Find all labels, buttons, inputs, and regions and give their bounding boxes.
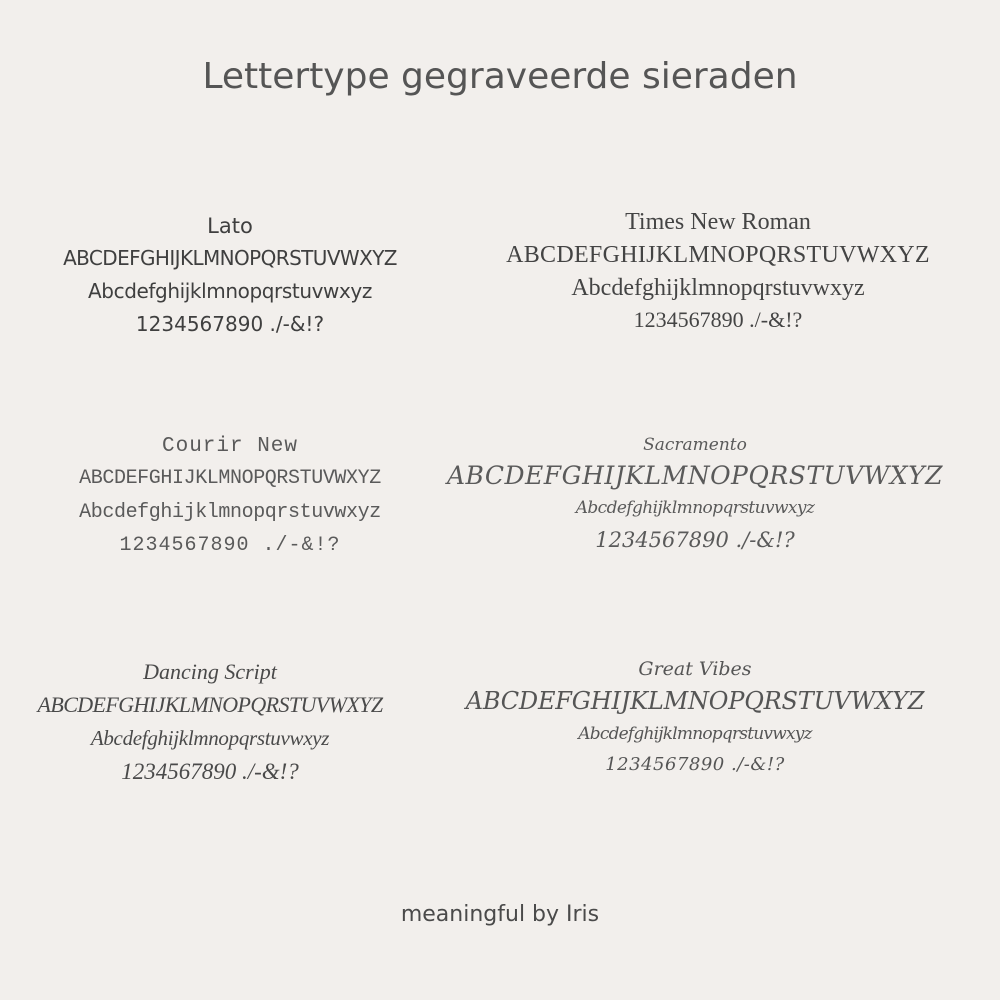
font-name: Lato <box>207 214 253 238</box>
page-title: Lettertype gegraveerde sieraden <box>202 56 798 97</box>
lowercase-sample: Abcdefghijklmnopqrstuvwxyz <box>90 726 330 750</box>
uppercase-sample: ABCDEFGHIJKLMNOPQRSTUVWXYZ <box>79 467 381 490</box>
numbers-sample: 1234567890 ./-&!? <box>633 307 803 332</box>
uppercase-sample: ABCDEFGHIJKLMNOPQRSTUVWXYZ <box>506 242 930 268</box>
uppercase-sample: ABCDEFGHIJKLMNOPQRSTUVWXYZ <box>465 687 925 715</box>
font-name: Dancing Script <box>143 659 277 684</box>
numbers-sample: 1234567890 ./-&!? <box>119 534 341 557</box>
font-name: Great Vibes <box>638 658 752 680</box>
uppercase-sample: ABCDEFGHIJKLMNOPQRSTUVWXYZ <box>37 692 383 717</box>
lowercase-sample: Abcdefghijklmnopqrstuvwxyz <box>79 501 381 524</box>
font-name: Sacramento <box>643 435 747 455</box>
font-sample-lato <box>10 210 450 341</box>
lowercase-sample: Abcdefghijklmnopqrstuvwxyz <box>571 275 865 301</box>
uppercase-sample: ABCDEFGHIJKLMNOPQRSTUVWXYZ <box>63 246 397 270</box>
numbers-sample: 1234567890 ./-&!? <box>605 754 785 775</box>
font-sample-sacramento <box>410 430 980 556</box>
font-sample-great-vibes <box>415 655 975 781</box>
uppercase-sample: ABCDEFGHIJKLMNOPQRSTUVWXYZ <box>446 461 943 490</box>
lowercase-sample: Abcdefghijklmnopqrstuvwxyz <box>575 498 815 518</box>
brand-footer: meaningful by Iris <box>400 902 600 927</box>
font-sample-courier-new <box>10 432 450 562</box>
font-name: Times New Roman <box>625 209 811 235</box>
font-sample-dancing-script <box>12 657 408 789</box>
lowercase-sample: Abcdefghijklmnopqrstuvwxyz <box>88 279 372 303</box>
font-sample-times-new-roman <box>480 206 956 336</box>
numbers-sample: 1234567890 ./-&!? <box>121 759 299 784</box>
font-name: Courir New <box>161 435 299 458</box>
numbers-sample: 1234567890 ./-&!? <box>595 528 795 552</box>
numbers-sample: 1234567890 ./-&!? <box>135 312 325 336</box>
lowercase-sample: Abcdefghijklmnopqrstuvwxyz <box>578 724 812 744</box>
